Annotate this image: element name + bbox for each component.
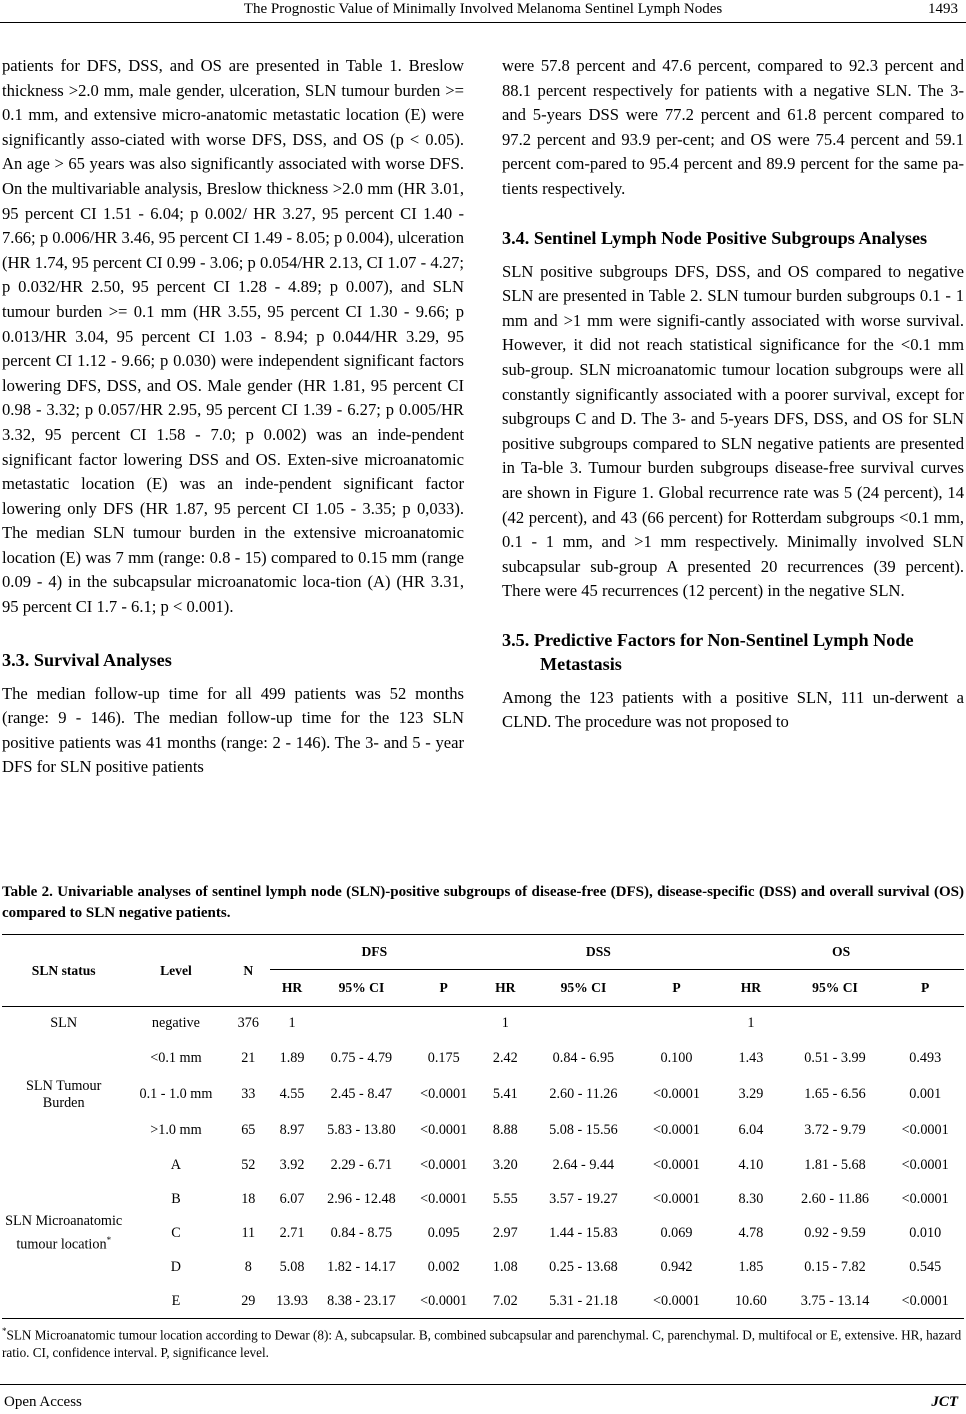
table-cell: 0.25 - 13.68 [549,1259,618,1275]
section-heading-3-5: 3.5. Predictive Factors for Non-Sentinel Lymph Node Metastasis [502,629,914,674]
table-cell: <0.0001 [420,1086,468,1102]
section-heading-3-4: 3.4. Sentinel Lymph Node Positive Subgroups Analyses [502,227,928,248]
table-caption: Table 2. Univariable analyses of sentinel lymph node (SLN)-positive subgroups of disease-free (DFS), disease-specific (DSS) and overall survival (OS) compared to SLN negative patients. [2,884,964,921]
table-cell: 0.069 [660,1225,693,1241]
table-cell: <0.0001 [901,1191,949,1207]
table-cell: 1.89 [279,1050,305,1066]
col-header-dss: DSS [479,935,719,970]
col-header-dfs: DFS [270,935,478,970]
page-number: 1493 [928,1,958,17]
table-cell: 4.78 [738,1225,764,1241]
col-header-dfs-hr: HR [270,970,314,1007]
table-cell: 5.41 [492,1086,518,1102]
table-cell: <0.0001 [886,1285,964,1319]
table-cell: 2.45 - 8.47 [330,1086,393,1102]
table-cell: A [170,1157,182,1173]
table-cell: >1.0 mm [150,1122,202,1138]
right-paragraph-1: were 57.8 percent and 47.6 percent, compared to 92.3 percent and 88.1 percent respectively for patients with a negative SLN. The 3- and 5-years DSS were 77.2 percent and 61.8 percent compared to 97.2 percent and 93.9 per-cent; and OS were 75.4 percent and 59.1 percent com-pared to 95.4 percent and 89.9 percent for the same pa-tients respectively. [502,56,964,198]
col-header-dss-ci: 95% CI [532,970,635,1007]
group-label-microanatomic-text: SLN Microanatomic tumour location [5,1212,123,1253]
table-cell: 1.65 - 6.56 [804,1086,866,1102]
group-label-tumour-burden: SLN Tumour Burden [26,1077,102,1111]
table-cell: 2.96 - 12.48 [327,1191,396,1207]
page-footer [0,1382,966,1414]
table-row [2,1183,964,1217]
table-row [2,1251,964,1285]
table-cell: 1.43 [738,1050,764,1066]
table-cell: 52 [241,1157,256,1173]
table-cell: C [171,1225,181,1241]
left-paragraph-2: The median follow-up time for all 499 patients was 52 months (range: 9 - 146). The median follow-up time for the 123 SLN positive patients was 41 months (range: 2 - 146). The 3- and 5 - year DFS for SLN positive patients [2,683,464,777]
table-cell: 0.75 - 4.79 [330,1050,393,1066]
col-header-os-p: P [886,970,964,1007]
table-cell: 0.095 [427,1225,460,1241]
table-cell: <0.0001 [901,1157,949,1173]
col-header-os-ci: 95% CI [784,970,887,1007]
footer-open-access: Open Access [4,1394,82,1410]
table-cell: 0.100 [660,1050,693,1066]
table-cell: 2.64 - 9.44 [552,1157,615,1173]
table-cell: 2.42 [492,1050,518,1066]
table-cell: <0.0001 [635,1285,718,1319]
page-header [0,0,966,22]
running-title: The Prognostic Value of Minimally Involved Melanoma Sentinel Lymph Nodes [243,1,723,17]
table-cell: 3.29 [738,1086,764,1102]
table-row [2,1149,964,1183]
table-row [2,1041,964,1077]
table-cell: 18 [241,1191,256,1207]
table-cell: D [170,1259,182,1275]
right-column [502,54,964,747]
table-cell: 2.71 [279,1225,305,1241]
table-cell: 0.84 - 6.95 [552,1050,615,1066]
table-cell: 33 [241,1086,256,1102]
table-cell: 2.97 [492,1225,518,1241]
table-row [2,1285,964,1319]
table-cell: 376 [237,1015,259,1032]
table-cell: E [125,1285,226,1319]
table-cell: 2.60 - 11.86 [800,1191,870,1207]
table-cell: 3.20 [492,1157,518,1173]
table-cell: <0.0001 [420,1191,468,1207]
table-cell: 8.38 - 23.17 [314,1285,409,1319]
table-cell: 8 [244,1259,252,1275]
table-cell: 8.88 [492,1122,518,1138]
table-cell: 0.51 - 3.99 [804,1050,866,1066]
table-row [2,1077,964,1113]
table-cell [635,1007,718,1041]
table-cell: 5.83 - 13.80 [327,1122,396,1138]
table-cell: <0.0001 [652,1122,700,1138]
table-cell: 0.92 - 9.59 [804,1225,866,1241]
table-cell: 0.493 [909,1050,942,1066]
table-cell: 3.75 - 13.14 [784,1285,887,1319]
table-cell: 3.72 - 9.79 [804,1122,866,1138]
table-cell: 0.175 [427,1050,460,1066]
table-cell [784,1007,887,1041]
table-cell: 0.010 [909,1225,942,1241]
table-cell [886,1007,964,1041]
table-cell [409,1007,479,1041]
col-header-os-hr: HR [718,970,783,1007]
table-cell: <0.0001 [409,1285,479,1319]
table-cell: 1.85 [738,1259,764,1275]
table-cell: 1.81 - 5.68 [804,1157,866,1173]
col-header-n: N [226,935,270,1007]
table-cell: 5.08 [279,1259,305,1275]
footer-journal: JCT [931,1394,958,1410]
group-label-sln: SLN [50,1015,78,1032]
table-cell: 0.942 [660,1259,693,1275]
col-header-dfs-p: P [409,970,479,1007]
table-cell: B [171,1191,181,1207]
col-header-dfs-ci: 95% CI [314,970,409,1007]
table-cell: 0.15 - 7.82 [804,1259,866,1275]
footnote-text: SLN Microanatomic tumour location according to Dewar (8): A, subcapsular. B, combined subcapsular and parenchymal. C, parenchymal. D, multifocal or E, extensive. HR, hazard ratio. CI, confidence interval. P, significance level. [2,1327,962,1361]
table-row [2,1217,964,1251]
table-cell: 0.84 - 8.75 [330,1225,393,1241]
table-cell: <0.0001 [420,1157,468,1173]
table-row [2,1113,964,1149]
table-cell: 6.07 [279,1191,305,1207]
table-cell: 1.82 - 14.17 [327,1259,396,1275]
table-cell: 5.08 - 15.56 [549,1122,618,1138]
table-cell: negative [151,1015,200,1032]
col-header-dss-p: P [635,970,718,1007]
table-cell: <0.0001 [901,1122,949,1138]
right-paragraph-2: SLN positive subgroups DFS, DSS, and OS compared to negative SLN are presented in Table 2. SLN tumour burden subgroups 0.1 - 1 mm and >1 mm were signifi-cantly associated with worse survival. However, it did not reach statistical significance for the <0.1 mm sub-group. SLN microanatomic tumour location subgroups were all constantly significantly associated with a poorer survival, except for subgroups C and D. The 3- and 5-years DFS, DSS, and OS for SLN positive subgroups compared to SLN negative patients are presented in Ta-ble 3. Tumour burden subgroups disease-free survival curves are shown in Figure 1. Global recurrence rate was 5 (24 percent), 14 (42 percent), and 43 (66 percent) for Rotterdam subgroups <0.1 mm, 0.1 - 1 mm, and >1 mm respectively. Minimally involved SLN subcapsular sub-group A presented 20 recurrences (39 percent). There were 45 recurrences (12 percent) in the negative SLN. [502,261,964,601]
table-cell: 1 [747,1015,755,1032]
survival-table [2,934,964,1319]
table-cell: 7.02 [479,1285,533,1319]
table-cell: 4.55 [279,1086,305,1102]
table-cell: 4.10 [738,1157,764,1173]
table-cell: <0.0001 [652,1157,700,1173]
col-header-os: OS [718,935,964,970]
table-cell: 1 [288,1015,296,1032]
col-header-sln-status: SLN status [2,935,125,1007]
table-cell: 0.545 [909,1259,942,1275]
section-heading-3-3: 3.3. Survival Analyses [2,649,172,670]
table-cell [532,1007,635,1041]
table-cell: <0.0001 [652,1191,700,1207]
table-cell: <0.0001 [420,1122,468,1138]
table-cell: 1.08 [492,1259,518,1275]
table-cell: 8.97 [279,1122,305,1138]
table-cell: 11 [241,1225,256,1241]
table-cell: 0.1 - 1.0 mm [139,1086,213,1102]
table-cell: 2.60 - 11.26 [549,1086,618,1102]
table-cell: 65 [241,1122,256,1138]
header-rule [0,22,966,23]
left-paragraph-1: patients for DFS, DSS, and OS are presented in Table 1. Breslow thickness >2.0 mm, male gender, ulceration, SLN tumour burden >= 0.1 mm, and extensive micro-anatomic metastatic location (E) were significantly asso-ciated with worse DFS, DSS, and OS (p < 0.05). An age > 65 years was also significantly associated with worse DFS. On the multivariable analysis, Breslow thickness >2.0 mm (HR 3.01, 95 percent CI 1.51 - 6.04; p 0.002/ HR 3.27, 95 percent CI 1.40 - 7.66; p 0.006/HR 3.46, 95 percent CI 1.49 - 8.05; p 0.004), ulceration (HR 1.74, 95 percent CI 0.99 - 3.06; p 0.054/HR 2.13, CI 1.07 - 4.27; p 0.032/HR 2.50, 95 percent CI 1.28 - 4.89; p 0.007), and SLN tumour burden >= 0.1 mm (HR 3.55, 95 percent CI 1.30 - 9.66; p 0.013/HR 3.04, 95 percent CI 1.03 - 8.94; p 0.044/HR 3.29, 95 percent CI 1.12 - 9.66; p 0.030) were independent significant factors lowering DFS, DSS, and OS. Male gender (HR 1.81, 95 percent CI 0.98 - 3.32; p 0.057/HR 2.95, 95 percent CI 1.39 - 6.27; p 0.005/HR 3.32, 95 percent CI 1.58 - 7.0; p 0.002) was an inde-pendent significant factor lowering DSS and OS. Exten-sive microanatomic metastatic location (E) was an inde-pendent significant factor lowering only DFS (HR 1.87, 95 percent CI 1.05 - 3.35; p 0,033). The median SLN tumour burden in the extensive microanatomic location (E) was 7 mm (range: 0.8 - 15) compared to 0.15 mm (range 0.09 - 4) in the subcapsular microanatomic loca-tion (A) (HR 3.31, 95 percent CI 1.7 - 6.1; p < 0.001). [2,56,464,617]
table-cell: 21 [241,1050,256,1066]
group-label-microanatomic [2,1149,125,1319]
left-column [2,54,464,792]
table-cell: 10.60 [718,1285,783,1319]
table-cell: 0.001 [909,1086,942,1102]
col-header-dss-hr: HR [479,970,533,1007]
table-row [2,1007,964,1041]
table-cell: 13.93 [270,1285,314,1319]
table-cell [314,1007,409,1041]
footnote-marker: * [2,1326,7,1336]
table-cell: 5.31 - 21.18 [532,1285,635,1319]
table-cell: <0.1 mm [150,1050,202,1066]
table-cell: 29 [226,1285,270,1319]
footnote-marker: * [106,1234,112,1245]
table-cell: 1 [501,1015,509,1032]
table-cell: <0.0001 [652,1086,700,1102]
table-cell: 6.04 [738,1122,764,1138]
table-cell: 0.002 [427,1259,460,1275]
right-paragraph-3: Among the 123 patients with a positive SLN, 111 un-derwent a CLND. The procedure was not proposed to [502,687,964,732]
footer-rule [0,1384,966,1385]
table-cell: 3.57 - 19.27 [549,1191,618,1207]
table-cell: 2.29 - 6.71 [330,1157,393,1173]
table-cell: 8.30 [738,1191,764,1207]
table-cell: 1.44 - 15.83 [549,1225,618,1241]
table-footnote [2,1322,964,1362]
table-cell: 5.55 [492,1191,518,1207]
table-cell: 3.92 [279,1157,305,1173]
col-header-level: Level [125,935,226,1007]
